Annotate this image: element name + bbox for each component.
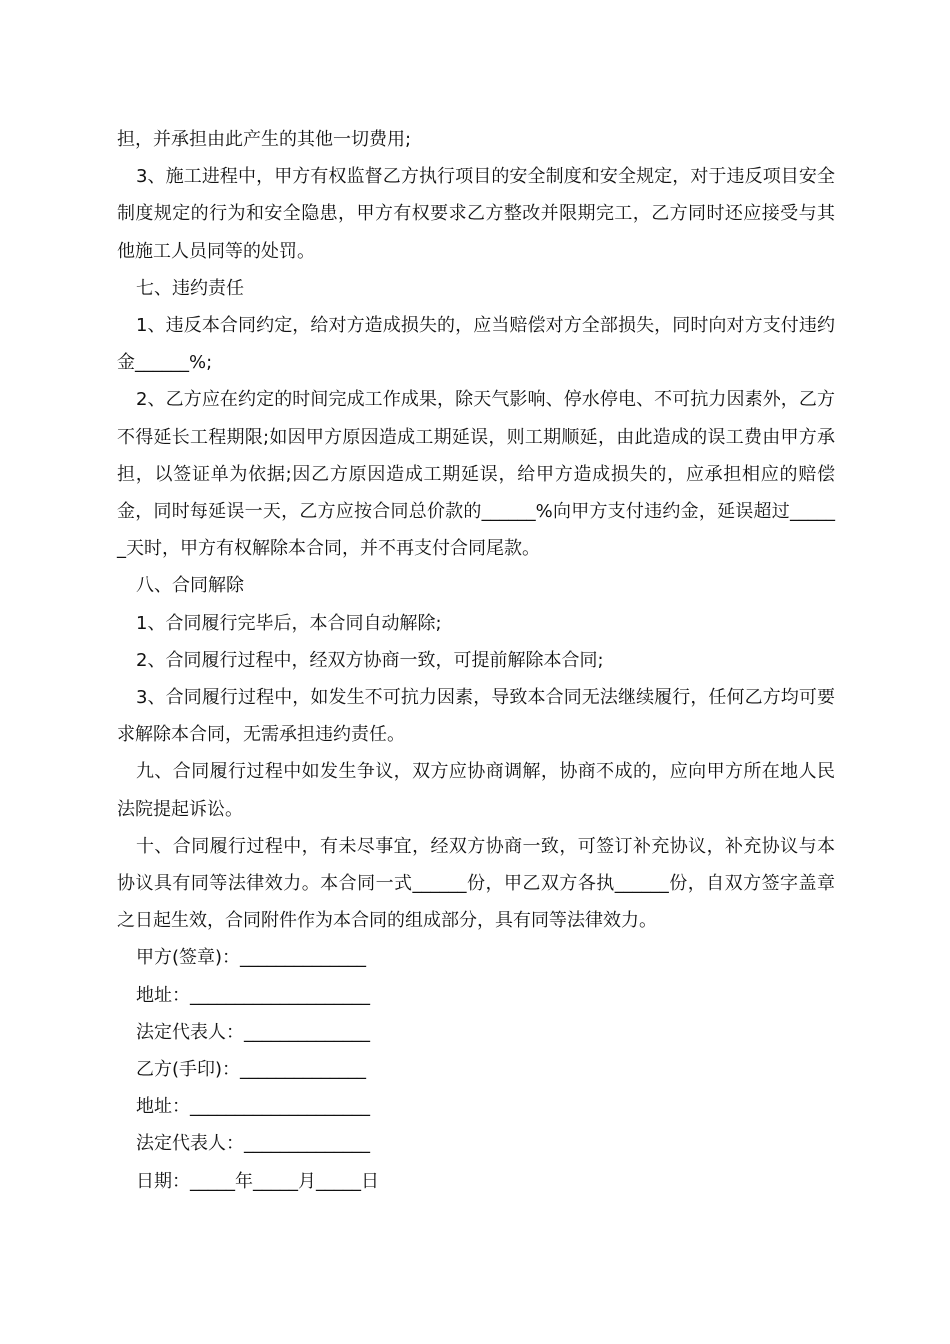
paragraph-supplementary: 十、合同履行过程中，有未尽事宜，经双方协商一致，可签订补充协议，补充协议与本协议具有同等法律效力。本合同一式______份，甲乙双方各执______份，自双方签字盖章之日起生效，合同附件作为本合同的组成部分，具有同等法律效力。: [117, 835, 835, 932]
party-a-address-line: 地址：____________________: [136, 984, 370, 1006]
paragraph-dispute: 九、合同履行过程中如发生争议，双方应协商调解，协商不成的，应向甲方所在地人民法院提起诉讼。: [117, 761, 835, 820]
paragraph-termination-3: 3、合同履行过程中，如发生不可抗力因素，导致本合同无法继续履行，任何乙方均可要求解除本合同，无需承担违约责任。: [117, 687, 835, 746]
paragraph-termination-2: 2、合同履行过程中，经双方协商一致，可提前解除本合同;: [136, 649, 604, 671]
party-a-representative-line: 法定代表人：______________: [136, 1021, 370, 1043]
party-a-signature-line: 甲方(签章)：______________: [136, 947, 367, 969]
contract-body: [117, 121, 835, 1200]
party-b-signature-line: 乙方(手印)：______________: [136, 1059, 367, 1081]
party-b-address-line: 地址：____________________: [136, 1096, 370, 1118]
party-b-representative-line: 法定代表人：______________: [136, 1133, 370, 1155]
signature-block: [117, 939, 835, 1199]
paragraph-safety-supervision: 3、施工进程中，甲方有权监督乙方执行项目的安全制度和安全规定，对于违反项目安全制度规定的行为和安全隐患，甲方有权要求乙方整改并限期完工，乙方同时还应接受与其他施工人员同等的处罚。: [117, 166, 835, 262]
paragraph-termination-1: 1、合同履行完毕后，本合同自动解除;: [136, 612, 442, 634]
paragraph-breach-2: 2、乙方应在约定的时间完成工作成果，除天气影响、停水停电、不可抗力因素外，乙方不得延长工程期限;如因甲方原因造成工期延误，则工期顺延，由此造成的误工费由甲方承担，以签证单为依据;因乙方原因造成工期延误，给甲方造成损失的，应承担相应的赔偿金，同时每延误一天，乙方应按合同总价款的______%向甲方支付违约金，延误超过______天时，甲方有权解除本合同，并不再支付合同尾款。: [117, 389, 835, 560]
paragraph-liability-continued: 担，并承担由此产生的其他一切费用;: [117, 129, 412, 150]
section-heading-termination: 八、合同解除: [136, 575, 244, 597]
date-line: 日期：_____年_____月_____日: [136, 1170, 379, 1192]
paragraph-breach-1: 1、违反本合同约定，给对方造成损失的，应当赔偿对方全部损失，同时向对方支付违约金______%;: [117, 315, 835, 374]
section-heading-breach: 七、违约责任: [136, 277, 244, 299]
